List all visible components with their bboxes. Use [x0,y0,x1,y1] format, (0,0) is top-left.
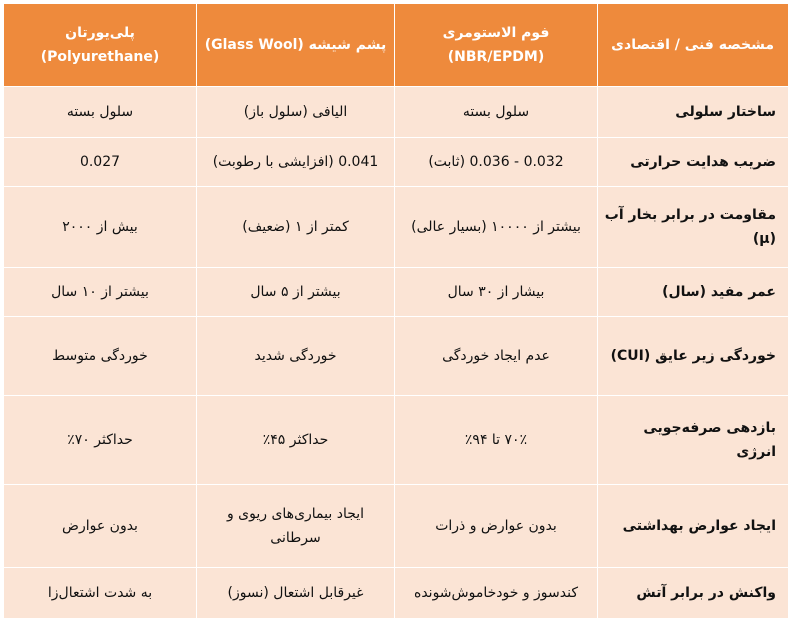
cell-elastomer: 0.032 - 0.036 (ثابت) [395,138,598,187]
cell-polyurethane: حداکثر ۷۰٪ [4,396,197,485]
cell-polyurethane: بدون عوارض [4,485,197,568]
cell-glass-wool: حداکثر ۴۵٪ [197,396,395,485]
table-row [4,568,789,619]
table-row [4,485,789,568]
cell-glass-wool: غیرقابل اشتعال (نسوز) [197,568,395,619]
cell-polyurethane: بیش از ۲۰۰۰ [4,187,197,268]
cell-elastomer: بیشتر از ۱۰۰۰۰ (بسیار عالی) [395,187,598,268]
cell-elastomer: سلول بسته [395,87,598,138]
cell-elastomer: بیشار از ۳۰ سال [395,268,598,317]
header-row [4,4,789,87]
cell-polyurethane: خوردگی متوسط [4,317,197,396]
row-label: واکنش در برابر آتش [598,568,789,619]
table-row [4,317,789,396]
row-label: عمر مفید (سال) [598,268,789,317]
cell-elastomer: کندسوز و خودخاموش‌شونده [395,568,598,619]
row-label: بازدهی صرفه‌جویی انرژی [598,396,789,485]
cell-elastomer: عدم ایجاد خوردگی [395,317,598,396]
cell-polyurethane: سلول بسته [4,87,197,138]
header-polyurethane: پلی‌یورتان (Polyurethane) [4,4,197,87]
table-row [4,87,789,138]
comparison-table-container [3,3,788,619]
cell-glass-wool: 0.041 (افزایشی با رطوبت) [197,138,395,187]
cell-elastomer: بدون عوارض و ذرات [395,485,598,568]
table-header [4,4,789,87]
table-row [4,187,789,268]
table-body [4,87,789,619]
cell-glass-wool: کمتر از ۱ (ضعیف) [197,187,395,268]
row-label: مقاومت در برابر بخار آب (μ) [598,187,789,268]
header-elastomer: فوم الاستومری (NBR/EPDM) [395,4,598,87]
cell-glass-wool: خوردگی شدید [197,317,395,396]
header-spec: مشخصه فنی / اقتصادی [598,4,789,87]
cell-glass-wool: بیشتر از ۵ سال [197,268,395,317]
cell-glass-wool: ایجاد بیماری‌های ریوی و سرطانی [197,485,395,568]
cell-polyurethane: 0.027 [4,138,197,187]
table-row [4,138,789,187]
row-label: ضریب هدایت حرارتی [598,138,789,187]
cell-glass-wool: الیافی (سلول باز) [197,87,395,138]
cell-elastomer: ۷۰٪ تا ۹۴٪ [395,396,598,485]
cell-polyurethane: به شدت اشتعال‌زا [4,568,197,619]
row-label: خوردگی زیر عایق (CUI) [598,317,789,396]
table-row [4,268,789,317]
header-glass-wool: پشم شیشه (Glass Wool) [197,4,395,87]
table-row [4,396,789,485]
row-label: ایجاد عوارض بهداشتی [598,485,789,568]
cell-polyurethane: بیشتر از ۱۰ سال [4,268,197,317]
insulation-comparison-table [3,3,789,619]
row-label: ساختار سلولی [598,87,789,138]
